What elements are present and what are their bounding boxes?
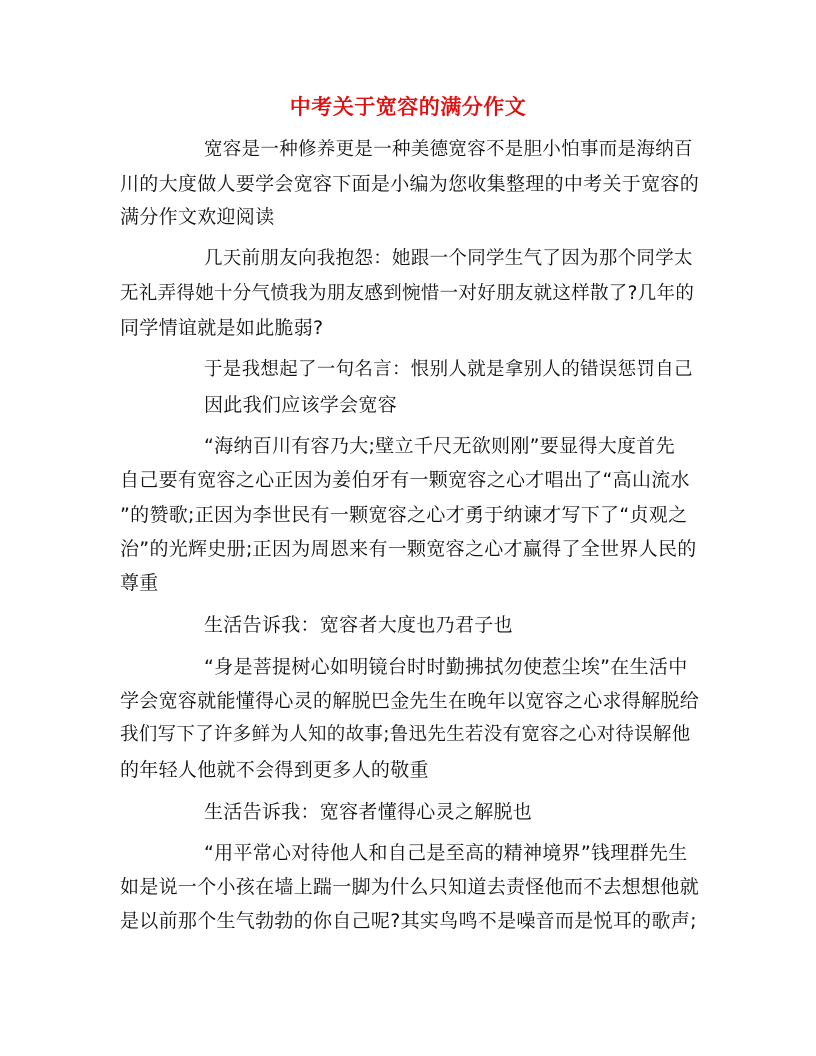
paragraph-line: 因此我们应该学会宽容 [204,394,398,416]
paragraph-line: 是以前那个生气勃勃的你自己呢?其实鸟鸣不是噪音而是悦耳的歌声; [120,910,697,932]
paragraph-line: 于是我想起了一句名言：恨别人就是拿别人的错误惩罚自己 [204,359,693,380]
paragraph-line: 治”的光辉史册;正因为周恩来有一颗宽容之心才赢得了全世界人民的 [120,538,697,560]
paragraph-line: 川的大度做人要学会宽容下面是小编为您收集整理的中考关于宽容的 [120,173,700,195]
paragraph-line: 宽容是一种修养更是一种美德宽容不是胆小怕事而是海纳百 [204,139,693,160]
paragraph-line: “用平常心对待他人和自己是至高的精神境界”钱理群先生 [204,842,688,864]
paragraph-line: 自己要有宽容之心正因为姜伯牙有一颗宽容之心才唱出了“高山流水 [120,469,690,491]
paragraph-line: 生活告诉我：宽容者懂得心灵之解脱也 [204,801,533,823]
paragraph-line: 学会宽容就能懂得心灵的解脱巴金先生在晚年以宽容之心求得解脱给 [120,690,700,712]
paragraph-line: 生活告诉我：宽容者大度也乃君子也 [204,614,513,636]
paragraph-line: 我们写下了许多鲜为人知的故事;鲁迅先生若没有宽容之心对待误解他 [120,724,691,745]
paragraph-line: 的年轻人他就不会得到更多人的敬重 [120,759,429,781]
paragraph-line: “海纳百川有容乃大;壁立千尺无欲则刚”要显得大度首先 [204,435,675,457]
paragraph-line: 尊重 [120,572,159,594]
paragraph-line: 满分作文欢迎阅读 [120,206,275,228]
paragraph-line: ”的赞歌;正因为李世民有一颗宽容之心才勇于纳谏才写下了“贞观之 [120,504,688,526]
paragraph-line: 如是说一个小孩在墙上踹一脚为什么只知道去责怪他而不去想想他就 [120,876,700,898]
paragraph-line: 同学情谊就是如此脆弱? [120,317,324,339]
paragraph-line: 无礼弄得她十分气愤我为朋友感到惋惜一对好朋友就这样散了?几年的 [120,283,695,304]
paragraph-line: 几天前朋友向我抱怨：她跟一个同学生气了因为那个同学太 [204,248,693,269]
paragraph-line: “身是菩提树心如明镜台时时勤拂拭勿使惹尘埃”在生活中 [204,656,688,678]
document-title: 中考关于宽容的满分作文 [289,94,527,119]
